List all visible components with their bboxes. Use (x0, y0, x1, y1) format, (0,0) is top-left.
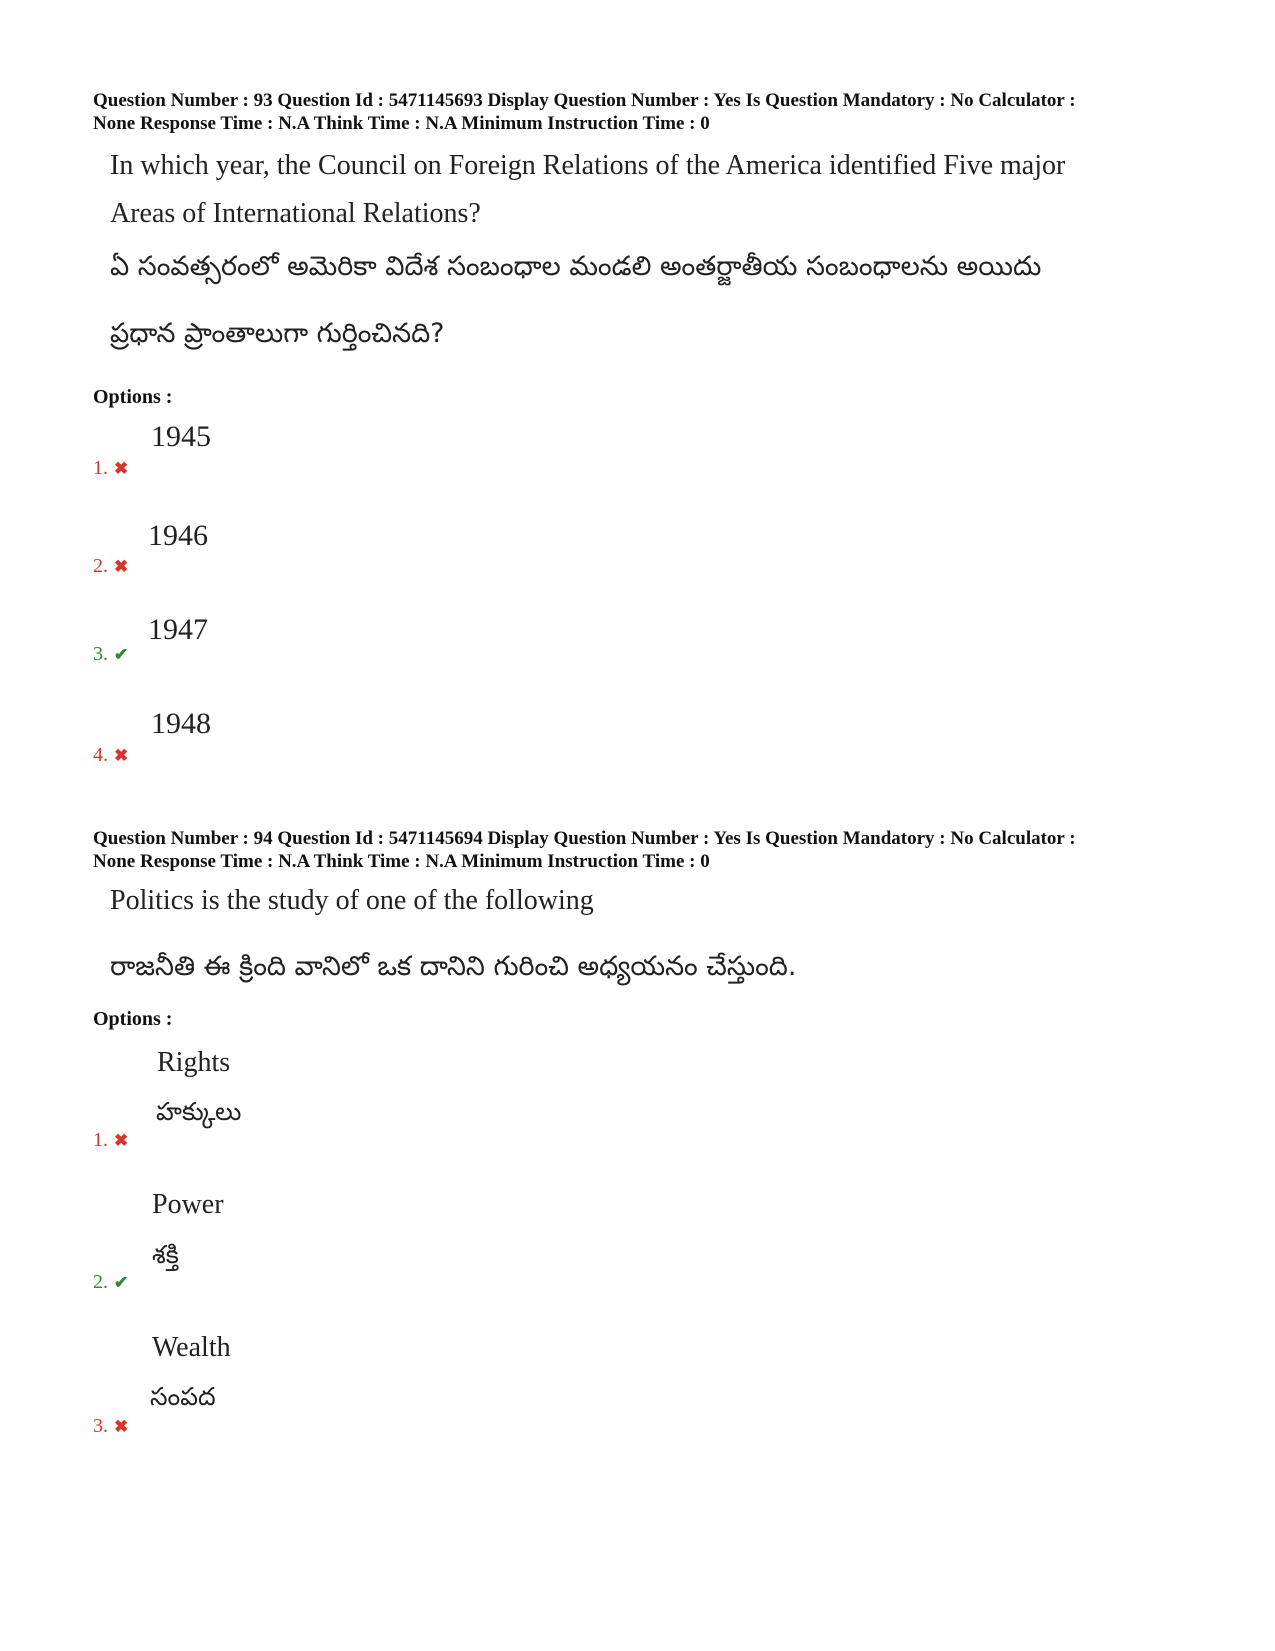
question-meta (93, 89, 1203, 135)
check-icon: ✔ (114, 645, 129, 664)
option-number-label: 2. (93, 1271, 108, 1293)
check-icon: ✔ (114, 1273, 129, 1292)
option-number-label: 1. (93, 457, 108, 479)
question-meta-line2: None Response Time : N.A Think Time : N.A Minimum Instruction Time : 0 (93, 851, 710, 872)
question-text-english: Areas of International Relations? (110, 198, 481, 229)
options-label: Options : (93, 386, 173, 408)
option-value: 1945 (151, 420, 211, 453)
option-number (93, 643, 128, 666)
option-number (93, 1415, 128, 1438)
option-value: Wealth (152, 1332, 231, 1363)
question-meta-line1: Question Number : 94 Question Id : 5471145694 Display Question Number : Yes Is Question Mandatory : No Calculator : (93, 828, 1076, 849)
option-value: 1948 (151, 707, 211, 740)
question-text-english: In which year, the Council on Foreign Relations of the America identified Five major (110, 150, 1066, 181)
option-number-label: 2. (93, 555, 108, 577)
question-text-telugu: ఏ సంవత్సరంలో అమెరికా విదేశ సంబంధాల మండలి అంతర్జాతీయ సంబంధాలను అయిదు (110, 251, 1042, 282)
option-number-label: 1. (93, 1129, 108, 1151)
option-number (93, 555, 128, 578)
question-meta (93, 827, 1203, 873)
option-value-telugu: సంపద (150, 1382, 216, 1411)
option-number (93, 1129, 128, 1152)
question-meta-line1: Question Number : 93 Question Id : 5471145693 Display Question Number : Yes Is Question Mandatory : No Calculator : (93, 90, 1076, 111)
option-value: Rights (157, 1047, 231, 1078)
option-value: Power (152, 1189, 224, 1220)
option-number (93, 457, 128, 480)
option-value: 1947 (148, 613, 208, 646)
cross-icon: ✖ (114, 459, 129, 478)
option-number (93, 744, 128, 767)
cross-icon: ✖ (114, 1131, 129, 1150)
question-text-telugu: రాజనీతి ఈ క్రింది వానిలో ఒక దానిని గురించి అధ్యయనం చేస్తుంది. (110, 951, 797, 982)
option-number-label: 4. (93, 744, 108, 766)
option-number (93, 1271, 128, 1294)
option-value-telugu: హక్కులు (156, 1097, 242, 1126)
option-number-label: 3. (93, 1415, 108, 1437)
question-text-english: Politics is the study of one of the following (110, 885, 594, 916)
option-value-telugu: శక్తి (152, 1240, 179, 1269)
cross-icon: ✖ (114, 557, 129, 576)
option-value: 1946 (148, 519, 208, 552)
cross-icon: ✖ (114, 746, 129, 765)
question-meta-line2: None Response Time : N.A Think Time : N.A Minimum Instruction Time : 0 (93, 113, 710, 134)
question-text-telugu: ప్రధాన ప్రాంతాలుగా గుర్తించినది? (110, 318, 445, 349)
option-number-label: 3. (93, 643, 108, 665)
options-label: Options : (93, 1008, 173, 1030)
cross-icon: ✖ (114, 1417, 129, 1436)
